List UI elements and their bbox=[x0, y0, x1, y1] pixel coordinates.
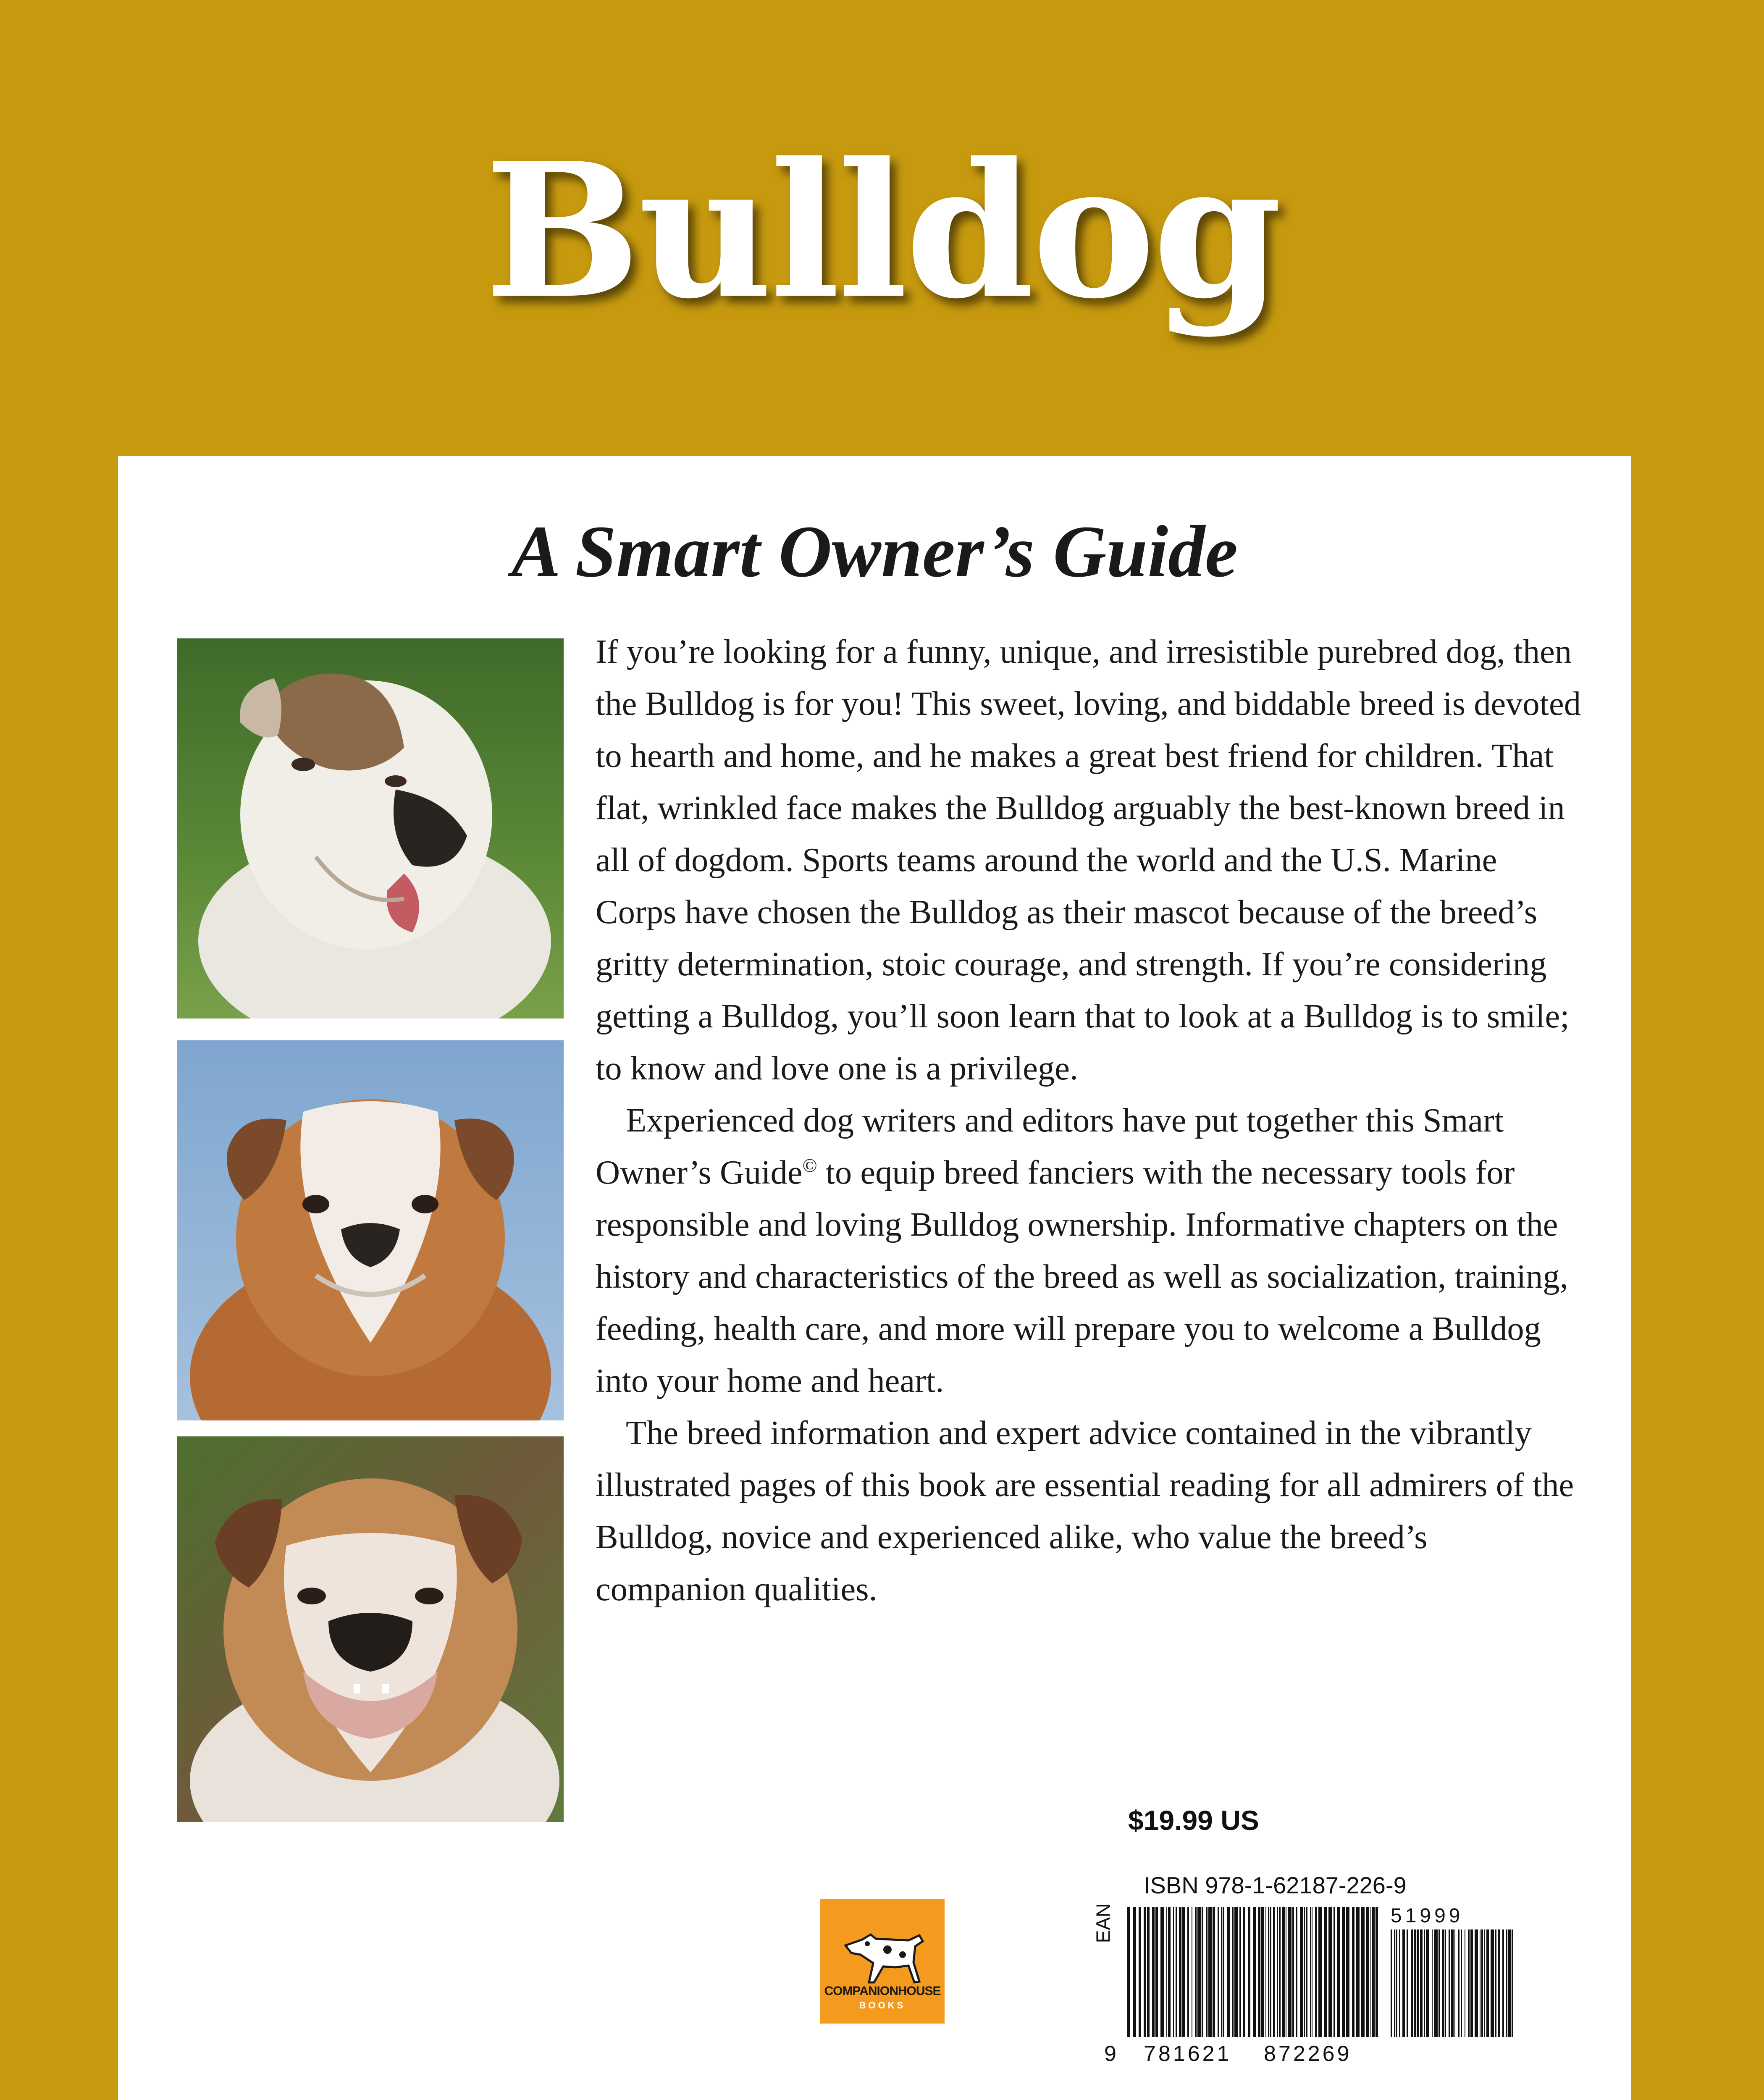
barcode-bar bbox=[1152, 1907, 1155, 2037]
barcode-bar bbox=[1366, 1907, 1369, 2037]
barcode-block bbox=[1092, 1872, 1559, 2066]
publisher-name: COMPANIONHOUSE bbox=[824, 1984, 941, 1998]
barcode-bar bbox=[1234, 1907, 1238, 2037]
barcode-bar bbox=[1306, 1907, 1307, 2037]
barcode-bar bbox=[1160, 1907, 1164, 2037]
barcode-bar bbox=[1394, 1929, 1395, 2037]
barcode-bar bbox=[1361, 1907, 1365, 2037]
publisher-logo bbox=[820, 1899, 945, 2024]
barcode-bar bbox=[1243, 1907, 1245, 2037]
barcode-bar bbox=[1304, 1907, 1305, 2037]
barcode-bar bbox=[1218, 1907, 1219, 2037]
description-text bbox=[596, 626, 1583, 1615]
barcode-bar bbox=[1173, 1907, 1174, 2037]
description-paragraph-3: The breed information and expert advice contained in the vibrantly illustrated pages of this book are essential reading for all admirers of the Bulldog, novice and experienced alike, who value the breed’s companion qualities. bbox=[596, 1414, 1574, 1608]
barcode-bar bbox=[1508, 1929, 1511, 2037]
barcode-bar bbox=[1417, 1929, 1419, 2037]
barcode-bar bbox=[1223, 1907, 1224, 2037]
barcode-bar bbox=[1402, 1929, 1405, 2037]
barcode-bar bbox=[1270, 1907, 1271, 2037]
barcode-bar bbox=[1310, 1907, 1311, 2037]
bulldog-photo-adult-fawn-white bbox=[177, 1436, 564, 1822]
barcode-digits-left: 781621 bbox=[1144, 2042, 1232, 2066]
barcode-bar bbox=[1407, 1929, 1408, 2037]
barcode-bar bbox=[1370, 1907, 1371, 2037]
barcode-bar bbox=[1139, 1907, 1141, 2037]
isbn-number: ISBN 978-1-62187-226-9 bbox=[1144, 1872, 1407, 1898]
publisher-subname: BOOKS bbox=[859, 2000, 906, 2011]
barcode-bar bbox=[1502, 1929, 1504, 2037]
price-label: $19.99 US bbox=[1128, 1805, 1259, 1836]
supplement-barcode bbox=[1391, 1929, 1517, 2037]
barcode-digits-right: 872269 bbox=[1264, 2042, 1352, 2066]
cover-title: Bulldog bbox=[484, 122, 1280, 339]
barcode-bar bbox=[1179, 1907, 1181, 2037]
barcode-bar bbox=[1399, 1929, 1400, 2037]
bulldog-photo-brindle-white bbox=[177, 638, 564, 1018]
barcode-bar bbox=[1458, 1929, 1460, 2037]
barcode-bar bbox=[1176, 1907, 1177, 2037]
barcode-bar bbox=[1491, 1929, 1494, 2037]
barcode-bar bbox=[1442, 1929, 1444, 2037]
barcode-bar bbox=[1147, 1907, 1150, 2037]
barcode-bar bbox=[1342, 1907, 1345, 2037]
barcode-bar bbox=[1328, 1907, 1332, 2037]
barcode-bar bbox=[1261, 1907, 1264, 2037]
barcode-bar bbox=[1414, 1929, 1416, 2037]
barcode-bar bbox=[1315, 1907, 1317, 2037]
barcode-bar bbox=[1495, 1929, 1496, 2037]
barcode-bar bbox=[1208, 1907, 1212, 2037]
price-supplement-digits: 51999 bbox=[1391, 1905, 1464, 1927]
barcode-bar bbox=[1221, 1907, 1222, 2037]
barcode-bar bbox=[1239, 1907, 1241, 2037]
barcode-bar bbox=[1468, 1929, 1470, 2037]
barcode-bar bbox=[1376, 1907, 1378, 2037]
barcode-bar bbox=[1277, 1907, 1278, 2037]
barcode-digit-first: 9 bbox=[1104, 2042, 1119, 2066]
barcode-bar bbox=[1432, 1929, 1433, 2037]
barcode-bar bbox=[1396, 1929, 1397, 2037]
barcode-bar bbox=[1475, 1929, 1478, 2037]
barcode-bar bbox=[1445, 1929, 1446, 2037]
barcode-bar bbox=[1481, 1929, 1483, 2037]
barcode-bar bbox=[1334, 1907, 1335, 2037]
barcode-bar bbox=[1426, 1929, 1429, 2037]
barcode-bar bbox=[1454, 1929, 1455, 2037]
barcode-bar bbox=[1449, 1929, 1450, 2037]
barcode-bar bbox=[1372, 1907, 1375, 2037]
barcode-bar bbox=[1318, 1907, 1322, 2037]
barcode-bar bbox=[1197, 1907, 1201, 2037]
barcode-bar bbox=[1391, 1929, 1392, 2037]
barcode-bar bbox=[1279, 1907, 1281, 2037]
barcode-bar bbox=[1498, 1929, 1500, 2037]
barcode-bar bbox=[1461, 1929, 1462, 2037]
copyright-mark: © bbox=[802, 1155, 817, 1176]
barcode-bar bbox=[1144, 1907, 1146, 2037]
barcode-bar bbox=[1232, 1907, 1234, 2037]
barcode-bar bbox=[1424, 1929, 1425, 2037]
barcode-bar bbox=[1337, 1907, 1340, 2037]
barcode-bar bbox=[1420, 1929, 1423, 2037]
barcode-bar bbox=[1168, 1907, 1171, 2037]
barcode-bar bbox=[1273, 1907, 1275, 2037]
barcode-bar bbox=[1451, 1929, 1454, 2037]
barcode-bar bbox=[1324, 1907, 1327, 2037]
barcode-bar bbox=[1292, 1907, 1294, 2037]
description-paragraph-1: If you’re looking for a funny, unique, and irresistible purebred dog, then the Bulldog is for you! This sweet, loving, and biddable breed is devoted to hearth and home, and he makes a great best friend for children. That flat, wrinkled face makes the Bulldog arguably the best-known breed in all of dogdom. Sports teams around the world and the U.S. Marine Corps have chosen the Bulldog as their mascot because of the breed’s gritty determination, stoic courage, and strength. If you’re considering getting a Bulldog, you’ll soon learn that to look at a Bulldog is to smile; to know and love one is a privilege. bbox=[596, 633, 1581, 1087]
barcode-bar bbox=[1268, 1907, 1269, 2037]
barcode-bar bbox=[1296, 1907, 1297, 2037]
barcode-bar bbox=[1258, 1907, 1260, 2037]
barcode-bar bbox=[1227, 1907, 1230, 2037]
barcode-bar bbox=[1253, 1907, 1256, 2037]
subtitle: A Smart Owner’s Guide bbox=[511, 511, 1238, 593]
barcode-bar bbox=[1288, 1907, 1292, 2037]
barcode-bar bbox=[1202, 1907, 1203, 2037]
barcode-bar bbox=[1434, 1929, 1438, 2037]
barcode-bar bbox=[1512, 1929, 1513, 2037]
barcode-bar bbox=[1438, 1929, 1440, 2037]
barcode-bar bbox=[1155, 1907, 1158, 2037]
barcode-bar bbox=[1352, 1907, 1354, 2037]
barcode-bar bbox=[1470, 1929, 1473, 2037]
barcode-bar bbox=[1265, 1907, 1266, 2037]
barcode-bar bbox=[1486, 1929, 1489, 2037]
barcode-bar bbox=[1300, 1907, 1303, 2037]
barcode-bar bbox=[1127, 1907, 1130, 2037]
barcode-bar bbox=[1248, 1907, 1250, 2037]
content-panel bbox=[118, 456, 1631, 2100]
barcode-bar bbox=[1484, 1929, 1485, 2037]
barcode-bar bbox=[1133, 1907, 1136, 2037]
barcode-bar bbox=[1166, 1907, 1167, 2037]
bulldog-photo-puppy-fawn-white bbox=[177, 1040, 564, 1420]
barcode-bar bbox=[1206, 1907, 1208, 2037]
barcode-bar bbox=[1282, 1907, 1285, 2037]
barcode-bar bbox=[1356, 1907, 1360, 2037]
description-paragraph-2: Experienced dog writers and editors have put together this Smart Owner’s Guide© to equip breed fanciers with the necessary tools for responsible and loving Bulldog ownership. Informative chapters on the history and characteristics of the breed as well as socialization, training, feeding, health care, and more will prepare you to welcome a Bulldog into your home and heart. bbox=[596, 1102, 1568, 1399]
ean-label: EAN bbox=[1092, 1903, 1114, 1943]
barcode-bar bbox=[1182, 1907, 1185, 2037]
barcode-bar bbox=[1346, 1907, 1349, 2037]
barcode-bar bbox=[1195, 1907, 1197, 2037]
barcode-bar bbox=[1213, 1907, 1215, 2037]
barcode-bar bbox=[1411, 1929, 1413, 2037]
ean-barcode bbox=[1127, 1907, 1379, 2037]
barcode-bar bbox=[1506, 1929, 1507, 2037]
barcode-bar bbox=[1187, 1907, 1189, 2037]
